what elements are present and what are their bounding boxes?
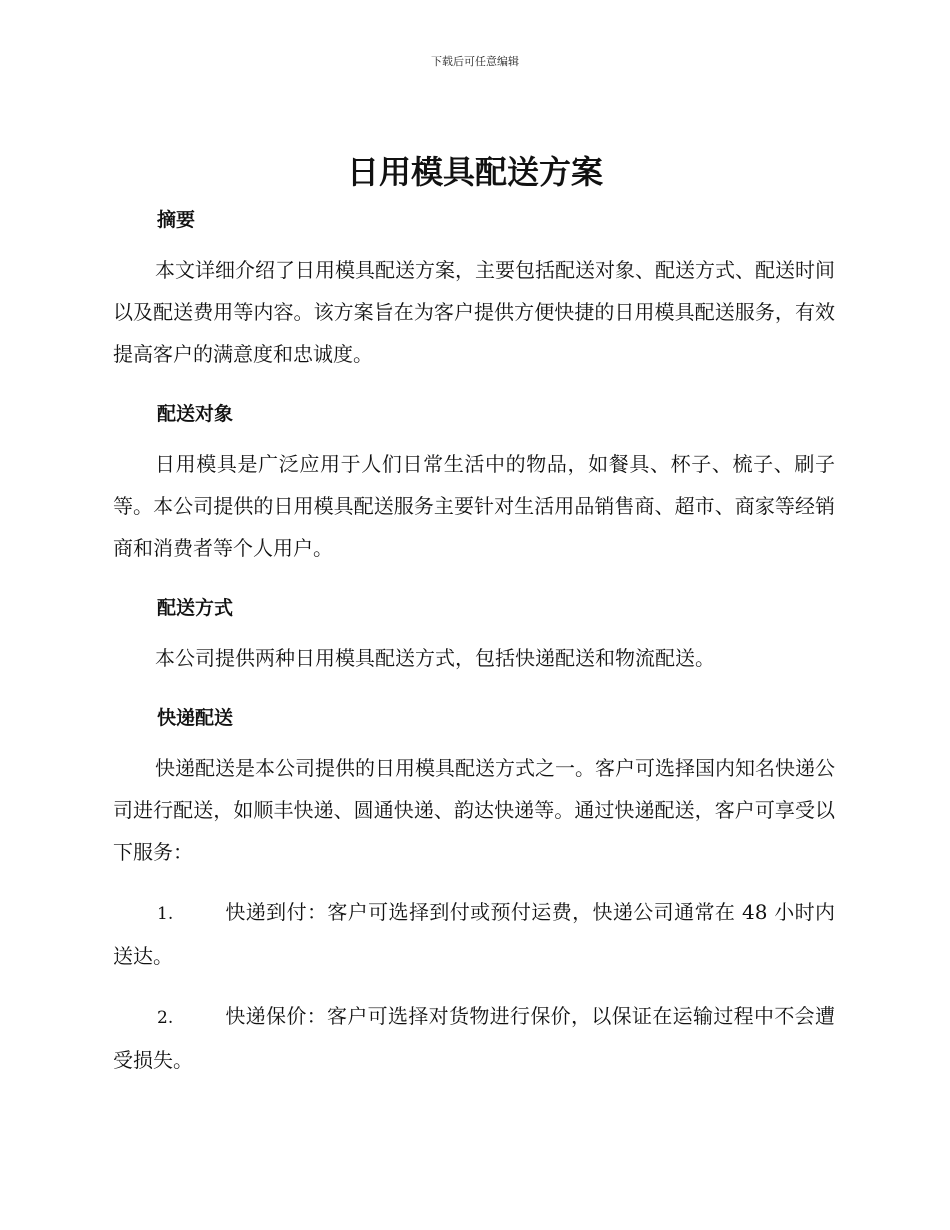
- section-heading-summary: 摘要: [157, 209, 196, 231]
- section-heading-delivery-method: 配送方式: [157, 597, 234, 619]
- section-heading-express-delivery: 快递配送: [157, 707, 234, 729]
- header-note: 下载后可任意编辑: [431, 55, 519, 68]
- list-item-number: 2.: [157, 1008, 174, 1028]
- section-paragraph-delivery-target: 日用模具是广泛应用于人们日常生活中的物品，如餐具、杯子、梳子、刷子等。本公司提供的日用模具配送服务主要针对生活用品销售商、超市、商家等经销商和消费者等个人用户。: [113, 452, 835, 560]
- document-title: 日用模具配送方案: [346, 153, 603, 191]
- list-item-text: 快递保价：客户可选择对货物进行保价，以保证在运输过程中不会遭受损失。: [113, 1004, 835, 1072]
- document-body: [113, 203, 835, 1081]
- list-item: [113, 995, 835, 1081]
- list-item-number: 1.: [157, 904, 174, 924]
- section-paragraph-summary: 本文详细介绍了日用模具配送方案，主要包括配送对象、配送方式、配送时间以及配送费用等内容。该方案旨在为客户提供方便快捷的日用模具配送服务，有效提高客户的满意度和忠诚度。: [113, 258, 835, 366]
- section-paragraph-express-delivery: 快递配送是本公司提供的日用模具配送方式之一。客户可选择国内知名快递公司进行配送，如顺丰快递、圆通快递、韵达快递等。通过快递配送，客户可享受以下服务：: [113, 756, 835, 864]
- list-item: [113, 891, 835, 977]
- section-heading-delivery-target: 配送对象: [157, 403, 234, 425]
- section-paragraph-delivery-method: 本公司提供两种日用模具配送方式，包括快递配送和物流配送。: [155, 646, 715, 670]
- list-item-text: 快递到付：客户可选择到付或预付运费，快递公司通常在 48 小时内送达。: [113, 900, 835, 968]
